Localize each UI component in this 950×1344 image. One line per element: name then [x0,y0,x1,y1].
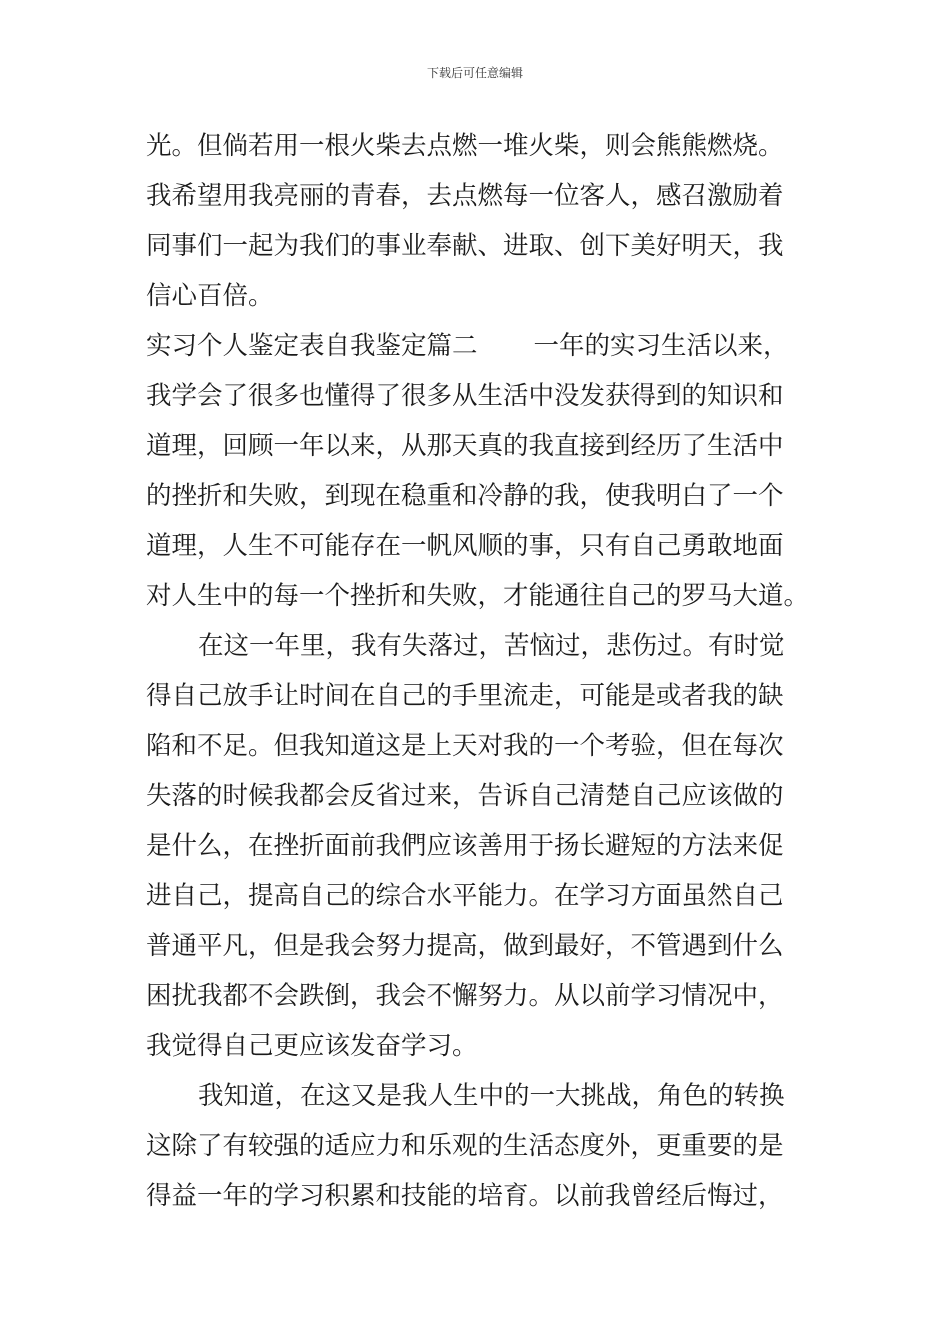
text-line: 得益一年的学习积累和技能的培育。以前我曾经后悔过， [146,1181,784,1211]
text-line: 光。但倘若用一根火柴去点燃一堆火柴，则会熊熊燃烧。 [146,131,784,161]
text-line: 陷和不足。但我知道这是上天对我的一个考验，但在每次 [146,731,784,761]
section-lead-text: 一年的实习生活以来， [533,331,789,361]
section-heading-line [146,326,789,366]
text-line: 我觉得自己更应该发奋学习。 [146,1031,478,1061]
text-line: 我学会了很多也懂得了很多从生活中没发获得到的知识和 [146,381,784,411]
text-line: 信心百倍。 [146,281,274,311]
paragraph-first-line: 在这一年里，我有失落过，苦恼过，悲伤过。有时觉 [198,631,785,661]
text-line: 得自己放手让时间在自己的手里流走，可能是或者我的缺 [146,681,784,711]
text-line: 道理，人生不可能存在一帆风顺的事，只有自己勇敢地面 [146,531,784,561]
text-line: 这除了有较强的适应力和乐观的生活态度外，更重要的是 [146,1131,784,1161]
text-line: 我希望用我亮丽的青春，去点燃每一位客人，感召激励着 [146,181,784,211]
text-line: 普通平凡，但是我会努力提高，做到最好，不管遇到什么 [146,931,784,961]
text-line: 失落的时候我都会反省过来，告诉自己清楚自己应该做的 [146,781,784,811]
text-line: 同事们一起为我们的事业奉献、进取、创下美好明天，我 [146,231,784,261]
text-line: 进自己，提高自己的综合水平能力。在学习方面虽然自己 [146,881,784,911]
text-line: 道理，回顾一年以来，从那天真的我直接到经历了生活中 [146,431,784,461]
section-title: 实习个人鉴定表自我鉴定篇二 [146,331,478,361]
text-line: 的挫折和失败，到现在稳重和冷静的我，使我明白了一个 [146,481,784,511]
page-header: 下载后可任意编辑 [426,66,523,80]
text-line: 困扰我都不会跌倒，我会不懈努力。从以前学习情况中， [146,981,784,1011]
text-line: 是什么，在挫折面前我們应该善用于扬长避短的方法来促 [146,831,784,861]
text-line: 对人生中的每一个挫折和失败，才能通往自己的罗马大道。 [146,581,810,611]
paragraph-first-line: 我知道，在这又是我人生中的一大挑战，角色的转换 [198,1081,785,1111]
